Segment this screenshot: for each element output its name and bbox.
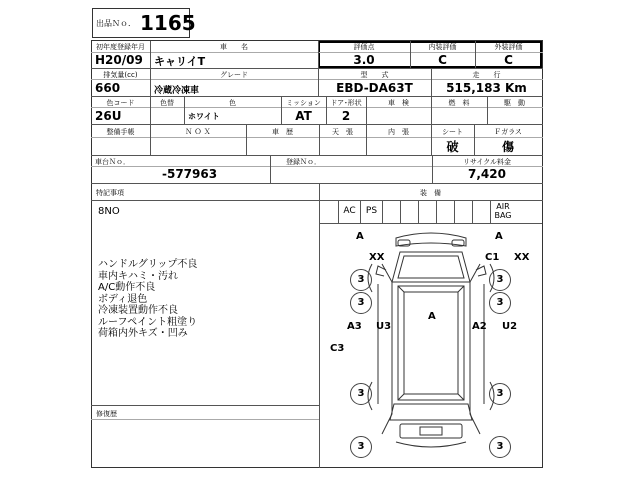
note-line: ルーフペイント粗塗り: [98, 316, 198, 328]
transmission: AT: [295, 109, 312, 123]
first-registration: H20/09: [95, 53, 143, 67]
header-model: 型 式: [360, 71, 389, 79]
header-vehicle-history: 車 歴: [272, 128, 293, 136]
header-displacement: 排気量(cc): [103, 71, 138, 79]
header-drive: 駆 動: [504, 99, 525, 107]
equipment-cell: [419, 201, 437, 223]
damage-mark: A: [356, 231, 364, 242]
header-registration-number: 登録Ｎｏ．: [286, 158, 321, 166]
header-front-glass: Ｆガラス: [494, 128, 522, 136]
header-fuel: 燃 料: [448, 99, 470, 107]
header-transmission: ミッション: [286, 99, 321, 107]
damage-mark: C3: [330, 343, 345, 354]
damage-mark: A: [495, 231, 503, 242]
note-line: 車内キハミ・汚れ: [98, 270, 178, 282]
header-chassis-number: 車台Ｎｏ．: [95, 158, 130, 166]
wheel-circle: 3: [350, 269, 372, 291]
wheel-circle: 3: [350, 436, 372, 458]
car-name: キャリイT: [154, 55, 206, 68]
header-mileage: 走 行: [472, 71, 501, 79]
damage-mark: C1: [485, 252, 500, 263]
header-headliner: 天 張: [332, 128, 353, 136]
header-seat: シート: [442, 128, 463, 136]
note-line: 荷箱内外キズ・凹み: [98, 328, 188, 339]
header-grade: グレード: [220, 71, 248, 79]
note-line: 冷凍装置動作不良: [98, 305, 178, 316]
header-doors: ドア･形状: [330, 99, 362, 107]
header-first-registration: 初年度登録年月: [96, 43, 145, 51]
header-color: 色: [229, 99, 236, 107]
header-equipment: 装 備: [420, 189, 441, 197]
grade: 冷蔵冷凍車: [154, 86, 200, 96]
note-line: ハンドルグリップ不良: [98, 259, 198, 270]
header-interior-grade: 内装評価: [428, 43, 457, 51]
damage-mark: U2: [502, 321, 518, 332]
header-inspection: 車 検: [388, 99, 409, 107]
displacement: 660: [95, 81, 121, 95]
damage-mark: U3: [376, 321, 392, 332]
header-special-notes: 特記事項: [96, 189, 124, 197]
header-maintenance-record: 整備手帳: [106, 128, 135, 136]
exterior-grade: C: [504, 53, 513, 67]
equipment-ps: PS: [361, 201, 383, 223]
header-car-name: 車 名: [220, 43, 248, 51]
equipment-ac: AC: [339, 201, 361, 223]
note-first: 8NO: [98, 206, 120, 217]
header-recycle-fee: リサイクル料金: [462, 158, 512, 166]
recycle-fee: 7,420: [468, 167, 506, 181]
equipment-cell: [437, 201, 455, 223]
wheel-circle: 3: [350, 292, 372, 314]
header-color-code: 色コード: [106, 99, 135, 107]
equipment-cell: [455, 201, 473, 223]
header-nox: Ｎ Ｏ Ｘ: [185, 128, 211, 136]
equipment-airbag: AIR BAG: [494, 202, 512, 220]
model-code: EBD-DA63T: [336, 81, 413, 95]
interior-grade: C: [438, 53, 447, 67]
damage-mark: A: [428, 311, 436, 322]
mileage: 515,183 Km: [446, 81, 527, 95]
lot-number: 1165: [140, 11, 196, 35]
header-interior-trim: 内 張: [388, 128, 409, 136]
header-repair-history: 修復歴: [96, 410, 117, 418]
header-exterior-grade: 外装評価: [494, 43, 523, 51]
damage-mark: XX: [369, 252, 385, 263]
equipment-cell: [321, 201, 339, 223]
damage-mark: XX: [514, 252, 530, 263]
damage-mark: A3: [347, 321, 362, 332]
color-code: 26U: [95, 109, 122, 123]
front-glass-condition: 傷: [501, 140, 514, 154]
wheel-circle: 3: [489, 436, 511, 458]
vehicle-diagram: [320, 224, 542, 468]
wheel-circle: 3: [489, 383, 511, 405]
equipment-cell: [401, 201, 419, 223]
color: ホワイト: [188, 112, 220, 121]
notes-list: [98, 259, 197, 340]
lot-number-label: 出品Ｎｏ．: [96, 19, 136, 28]
note-line: A/C動作不良: [98, 282, 156, 293]
wheel-circle: 3: [489, 269, 511, 291]
header-color-change: 色替: [160, 99, 174, 107]
header-score: 評価点: [353, 43, 375, 51]
doors: 2: [341, 109, 351, 123]
chassis-number: -577963: [162, 167, 218, 181]
damage-mark: A2: [472, 321, 487, 332]
wheel-circle: 3: [489, 292, 511, 314]
seat-condition: 破: [446, 140, 459, 154]
equipment-cell: [473, 201, 491, 223]
wheel-circle: 3: [350, 383, 372, 405]
score: 3.0: [353, 53, 375, 67]
equipment-cell: [383, 201, 401, 223]
note-line: ボディ退色: [98, 293, 148, 305]
